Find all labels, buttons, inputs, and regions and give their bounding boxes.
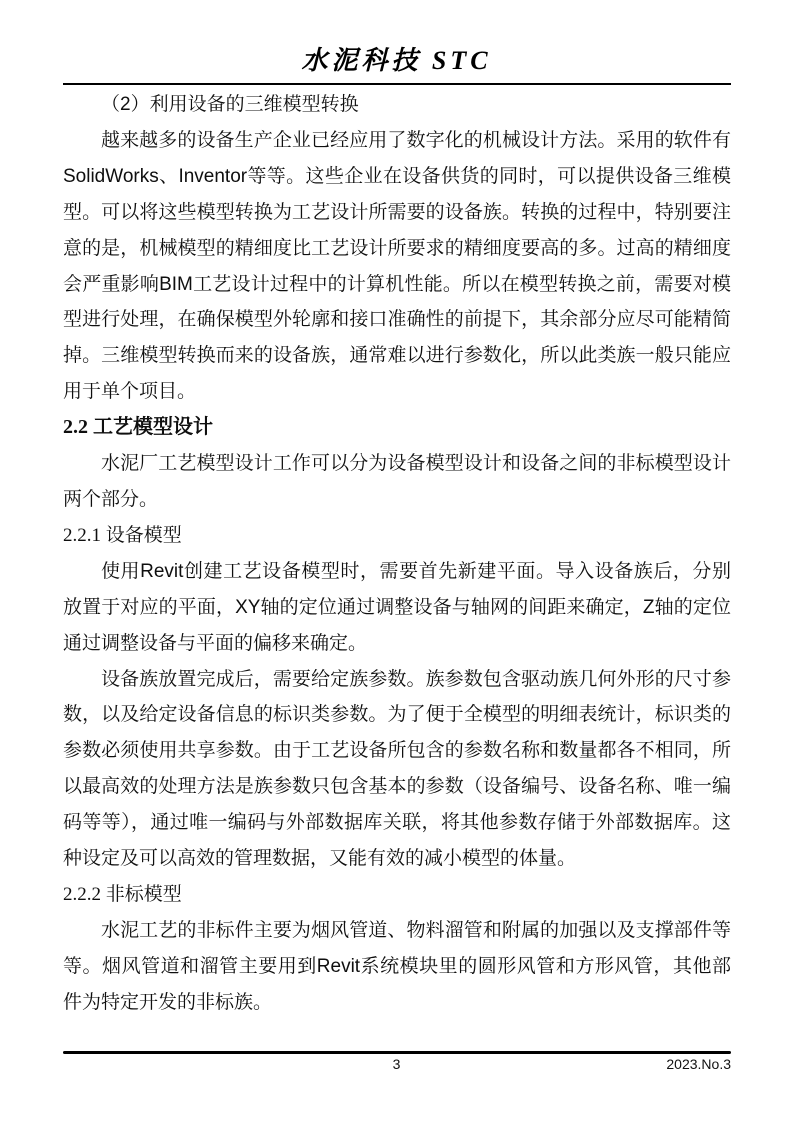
issue-number: 2023.No.3 xyxy=(666,1056,731,1072)
journal-title: 水泥科技 STC xyxy=(301,46,492,75)
header-rule xyxy=(63,83,731,85)
subsection-heading: 2.2.1 设备模型 xyxy=(63,524,182,546)
section-heading: 2.2 工艺模型设计 xyxy=(63,416,213,439)
list-item-paragraph: （2）利用设备的三维模型转换 xyxy=(101,94,359,115)
subsection-heading: 2.2.2 非标模型 xyxy=(63,883,182,905)
page-number: 3 xyxy=(392,1056,401,1072)
body-paragraph: 设备族放置完成后，需要给定族参数。族参数包含驱动族几何外形的尺寸参数，以及给定设备信息的标识类参数。为了便于全模型的明细表统计，标识类的参数必须使用共享参数。由于工艺设备所包含的参数名称和数量都各不相同，所以最高效的处理方法是族参数只包含基本的参数（设备编号、设备名称、唯一编码等等），通过唯一编码与外部数据库关联，将其他参数存储于外部数据库。这种设定及可以高效的管理数据，又能有效的减小模型的体量。 xyxy=(63,668,731,870)
body-paragraph: 水泥厂工艺模型设计工作可以分为设备模型设计和设备之间的非标模型设计两个部分。 xyxy=(63,453,731,510)
body-paragraph: 水泥工艺的非标件主要为烟风管道、物料溜管和附属的加强以及支撑部件等等。烟风管道和溜管主要用到Revit系统模块里的圆形风管和方形风管，其他部件为特定开发的非标族。 xyxy=(63,919,731,1013)
body-paragraph: 使用Revit创建工艺设备模型时，需要首先新建平面。导入设备族后，分别放置于对应的平面，XY轴的定位通过调整设备与轴网的间距来确定，Z轴的定位通过调整设备与平面的偏移来确定。 xyxy=(63,560,731,654)
footer-rule xyxy=(63,1051,731,1054)
content-area xyxy=(63,87,731,1021)
body-paragraph: 越来越多的设备生产企业已经应用了数字化的机械设计方法。采用的软件有SolidWorks、Inventor等等。这些企业在设备供货的同时，可以提供设备三维模型。可以将这些模型转换为工艺设计所需要的设备族。转换的过程中，特别要注意的是，机械模型的精细度比工艺设计所要求的精细度要高的多。过高的精细度会严重影响BIM工艺设计过程中的计算机性能。所以在模型转换之前，需要对模型进行处理，在确保模型外轮廓和接口准确性的前提下，其余部分应尽可能精简掉。三维模型转换而来的设备族，通常难以进行参数化，所以此类族一般只能应用于单个项目。 xyxy=(63,129,731,403)
